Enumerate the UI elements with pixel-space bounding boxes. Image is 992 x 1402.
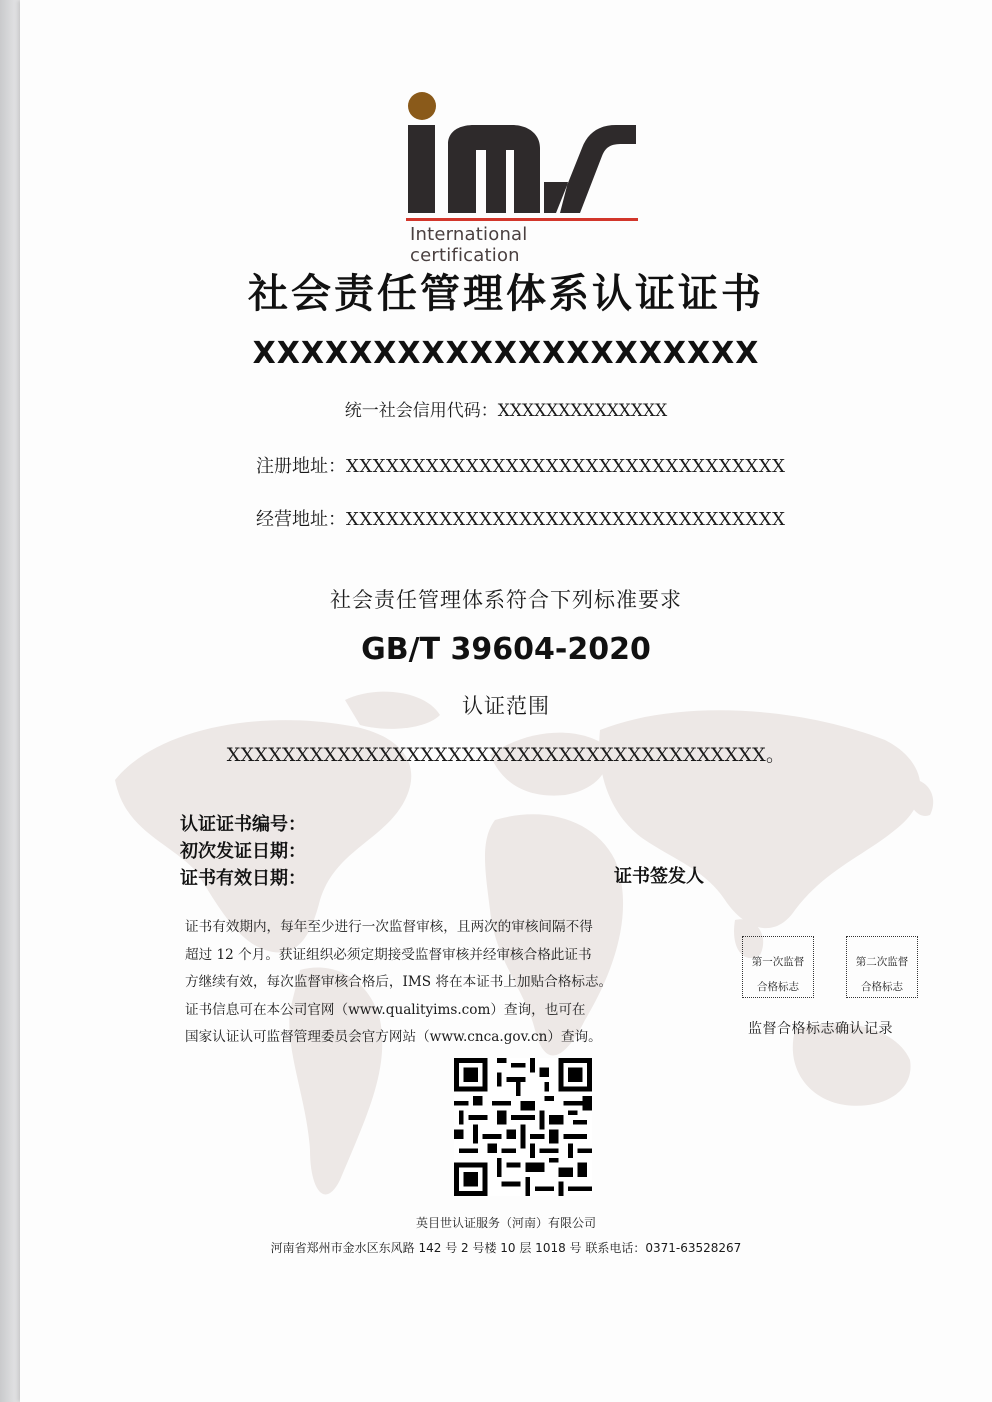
cert-number-label: 认证证书编号： (180, 814, 306, 835)
registered-address-row (256, 452, 785, 478)
logo-tagline: International certification (410, 224, 528, 266)
standard-intro: 社会责任管理体系符合下列标准要求 (330, 588, 682, 612)
footer-company: 英目世认证服务（河南）有限公司 (415, 1216, 596, 1230)
page-edge-shadow (0, 0, 20, 1402)
validity-notes (185, 914, 685, 1052)
stamp-line: 第一次监督 (751, 956, 805, 968)
credit-code-value: XXXXXXXXXXXXXX (497, 401, 668, 421)
logo-rule (406, 218, 638, 221)
company-name: XXXXXXXXXXXXXXXXXXXXX (252, 336, 760, 371)
logo-letter-s (544, 125, 636, 213)
supervision-caption: 监督合格标志确认记录 (748, 1021, 893, 1037)
note-line: 证书信息可在本公司官网（www.qualityims.com）查询，也可在 (185, 1001, 586, 1018)
validity-label: 证书有效日期： (180, 868, 306, 889)
note-line: 国家认证认可监督管理委员会官方网站（www.cnca.gov.cn）查询。 (185, 1029, 602, 1045)
credit-code-row (20, 396, 992, 421)
business-address-row (256, 505, 785, 531)
footer-address-phone: 河南省郑州市金水区东风路 142 号 2 号楼 10 层 1018 号 联系电话：0371-63528267 (270, 1241, 742, 1255)
business-address-value: XXXXXXXXXXXXXXXXXXXXXXXXXXXXXXXXX (346, 509, 786, 530)
first-supervision-stamp-box (742, 936, 814, 998)
business-address-label: 经营地址： (256, 509, 346, 530)
issuer-label: 证书签发人 (614, 866, 704, 887)
stamp-line: 合格标志 (861, 981, 903, 993)
note-line: 方继续有效，每次监督审核合格后，IMS 将在本证书上加贴合格标志。 (185, 974, 613, 990)
logo-letter-m (448, 125, 540, 213)
standard-code: GB/T 39604-2020 (361, 632, 651, 667)
qr-code (454, 1058, 592, 1196)
registered-address-value: XXXXXXXXXXXXXXXXXXXXXXXXXXXXXXXXX (346, 456, 786, 477)
stamp-line: 第二次监督 (855, 956, 909, 968)
second-supervision-stamp-box (846, 936, 918, 998)
logo-letter-i (408, 125, 435, 213)
certificate-title: 社会责任管理体系认证证书 (248, 271, 764, 317)
note-line: 证书有效期内，每年至少进行一次监督审核，且两次的审核间隔不得 (185, 919, 593, 935)
first-issue-label: 初次发证日期： (180, 841, 306, 862)
scope-value: XXXXXXXXXXXXXXXXXXXXXXXXXXXXXXXXXXXXXXX。 (226, 744, 786, 766)
stamp-line: 合格标志 (757, 981, 799, 993)
registered-address-label: 注册地址： (256, 456, 346, 477)
logo-dot (408, 92, 436, 120)
scope-label: 认证范围 (462, 694, 550, 718)
note-line: 超过 12 个月。获证组织必须定期接受监督审核并经审核合格此证书 (185, 946, 592, 963)
credit-code-label: 统一社会信用代码： (344, 401, 498, 421)
